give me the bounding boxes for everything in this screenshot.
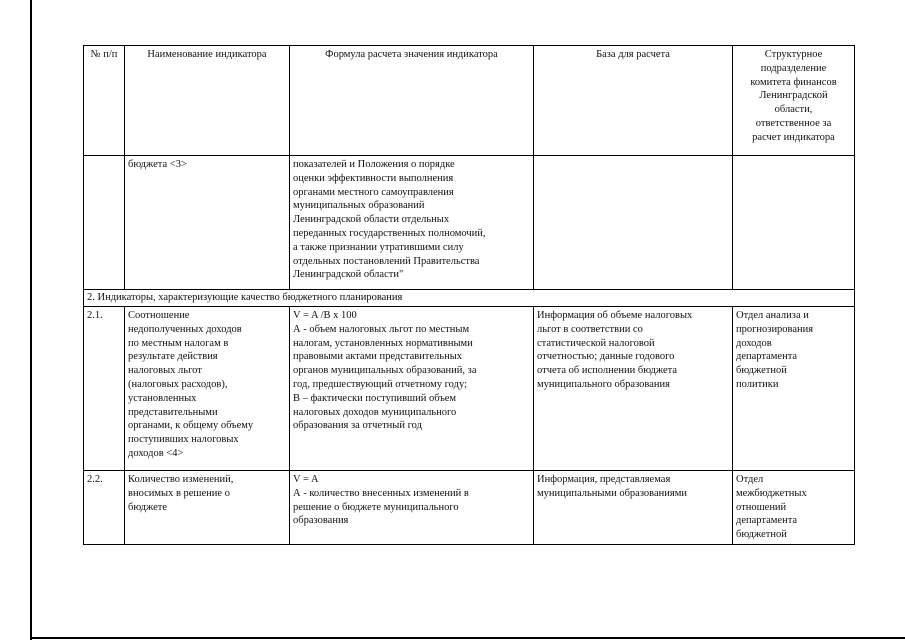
cell-number: 2.1. [84,307,125,471]
department-line: межбюджетных [736,487,807,499]
department-line: департамента [736,351,798,363]
cell-base [534,471,733,545]
indicator-name-line: результате действия [128,351,218,363]
formula-line: налоговых доходов муниципального [293,406,457,418]
formula-line: правовыми актами представительных [293,351,463,363]
formula-line: год, предшествующий отчетному году; [293,378,467,390]
formula-line: органами местного самоуправления [293,186,454,198]
cell-indicator-name: бюджета <3> [125,156,290,290]
formula-line: Ленинградской области" [293,269,404,281]
indicator-name-line: недополученных доходов [128,323,242,335]
page-frame-left-border [30,0,32,640]
formula-line: В – фактически поступивший объем [293,392,457,404]
formula-line: А - количество внесенных изменений в [293,487,469,499]
header-department-line: Ленинградской [759,90,828,102]
department-line: прогнозирования [736,323,814,335]
cell-number: 2.2. [84,471,125,545]
formula-line: оценки эффективности выполнения [293,172,454,184]
table-header-row [84,46,855,156]
cell-indicator-name [125,307,290,471]
header-department-line: области, [774,104,813,116]
indicator-name-line: налоговых льгот [128,365,202,377]
department-line: политики [736,378,779,390]
department-line: доходов [736,337,772,349]
cell-department [733,307,855,471]
formula-line: Ленинградской области отдельных [293,214,450,226]
department-line: бюджетной [736,365,787,377]
formula-line: V = A [293,474,319,485]
cell-formula [290,307,534,471]
department-line: бюджетной [736,529,787,541]
header-formula: Формула расчета значения индикатора [290,46,534,156]
table-row-continuation [84,156,855,290]
header-department-line: комитета финансов [750,76,837,88]
formula-line: образования за отчетный год [293,420,422,432]
formula-line: образования [293,515,349,527]
base-line: статистической налоговой [537,337,655,349]
department-line: Отдел анализа и [736,310,809,321]
cell-base [534,156,733,290]
cell-department [733,471,855,545]
indicator-name-line: поступивших налоговых [128,434,239,446]
base-line: отчетностью; данные годового [537,351,675,363]
department-line: департамента [736,515,798,527]
base-line: Информация, представляемая [537,474,671,485]
indicator-name-line: доходов <4> [128,447,184,459]
cell-department [733,156,855,290]
section-heading: 2. Индикаторы, характеризующие качество бюджетного планирования [84,290,855,307]
header-department-line: подразделение [760,62,827,74]
base-line: муниципальными образованиями [537,487,687,499]
indicator-name-line: по местным налогам в [128,337,229,349]
formula-line: налогам, установленных нормативными [293,337,473,349]
formula-line: отдельных постановлений Правительства [293,255,480,267]
formula-line: V = A /B x 100 [293,310,357,321]
formula-line: А - объем налоговых льгот по местным [293,323,470,335]
table-row [84,471,855,545]
page-frame-bottom-border [30,637,905,639]
base-line: отчета об исполнении бюджета [537,365,678,377]
indicator-name-line: представительными [128,406,218,418]
department-line: отношений [736,501,787,513]
section-heading-row [84,290,855,307]
formula-line: показателей и Положения о порядке [293,159,455,170]
formula-line: а также признании утратившими силу [293,241,464,253]
cell-indicator-name [125,471,290,545]
header-indicator-name: Наименование индикатора [125,46,290,156]
indicator-name-line: установленных [128,392,197,404]
cell-formula [290,156,534,290]
base-line: муниципального образования [537,378,670,390]
indicator-name-line: Количество изменений, [128,474,234,485]
indicator-name-line: вносимых в решение о [128,487,230,499]
formula-line: переданных государственных полномочий, [293,227,486,239]
formula-line: органов муниципальных образований, за [293,365,477,377]
header-department [733,46,855,156]
base-line: льгот в соответствии со [537,323,643,335]
header-department-line: ответственное за [755,117,832,129]
indicator-name-line: Соотношение [128,310,190,321]
base-line: Информация об объеме налоговых [537,310,693,321]
department-line: Отдел [736,474,764,485]
indicator-name-line: (налоговых расходов), [128,378,228,390]
cell-formula [290,471,534,545]
cell-number [84,156,125,290]
formula-line: решение о бюджете муниципального [293,501,459,513]
formula-line: муниципальных образований [293,200,425,212]
header-number: № п/п [84,46,125,156]
indicator-name-line: бюджете [128,501,168,513]
indicator-name-line: органами, к общему объему [128,420,254,432]
indicator-table [83,45,855,545]
header-base: База для расчета [534,46,733,156]
header-department-line: расчет индикатора [752,131,835,143]
cell-base [534,307,733,471]
header-department-line: Структурное [764,49,823,60]
table-row [84,307,855,471]
